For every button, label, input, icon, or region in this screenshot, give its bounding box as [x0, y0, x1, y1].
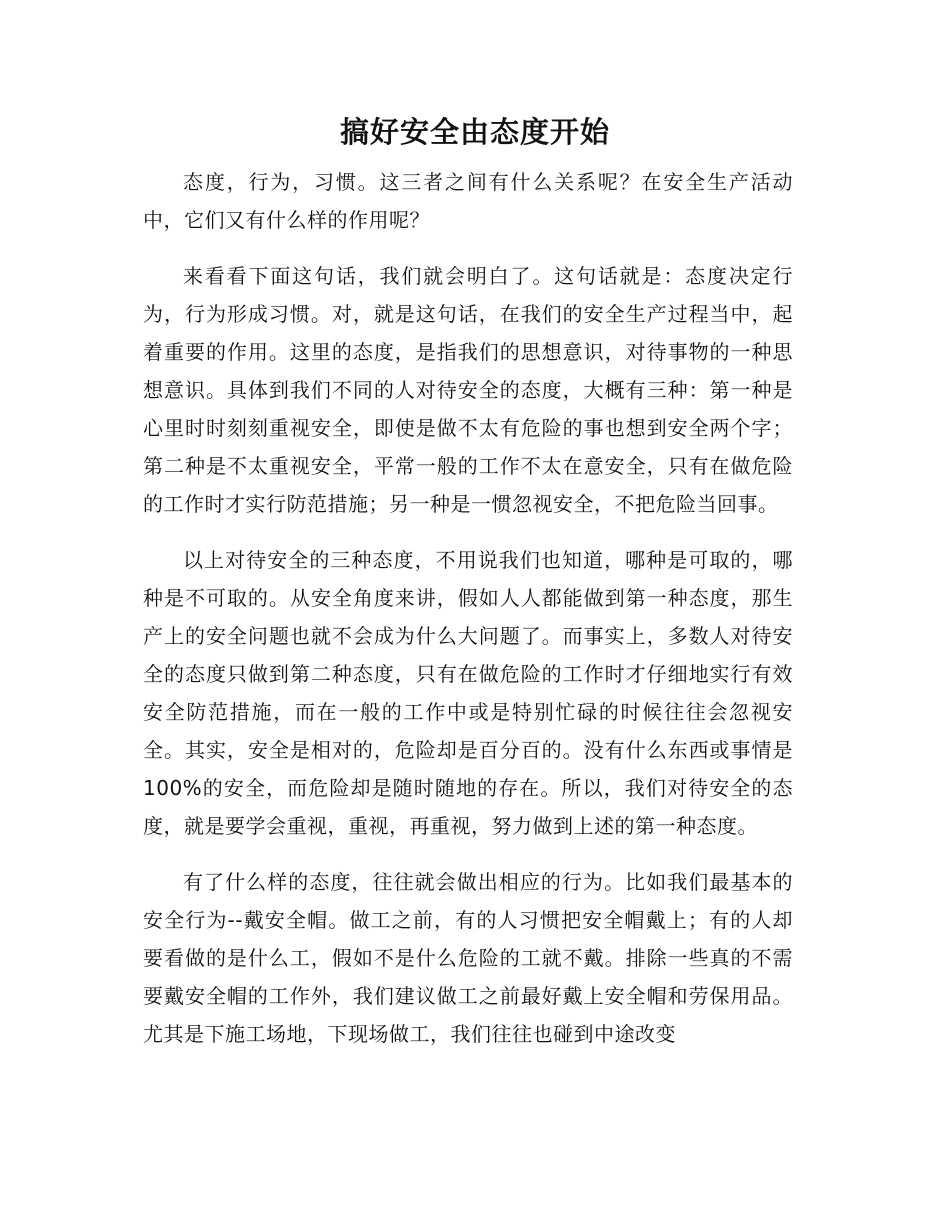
document-body	[143, 163, 793, 1071]
paragraph-2: 来看看下面这句话，我们就会明白了。这句话就是：态度决定行为，行为形成习惯。对，就是这句话，在我们的安全生产过程当中，起着重要的作用。这里的态度，是指我们的思想意识，对待事物的一种思想意识。具体到我们不同的人对待安全的态度，大概有三种：第一种是心里时时刻刻重视安全，即使是做不太有危险的事也想到安全两个字；第二种是不太重视安全，平常一般的工作不太在意安全，只有在做危险的工作时才实行防范措施；另一种是一惯忽视安全，不把危险当回事。	[143, 264, 793, 516]
paragraph-4: 有了什么样的态度，往往就会做出相应的行为。比如我们最基本的安全行为--戴安全帽。做工之前，有的人习惯把安全帽戴上；有的人却要看做的是什么工，假如不是什么危险的工就不戴。排除一些真的不需要戴安全帽的工作外，我们建议做工之前最好戴上安全帽和劳保用品。尤其是下施工场地，下现场做工，我们往往也碰到中途改变	[143, 870, 793, 1046]
paragraph-3: 以上对待安全的三种态度，不用说我们也知道，哪种是可取的，哪种是不可取的。从安全角度来讲，假如人人都能做到第一种态度，那生产上的安全问题也就不会成为什么大问题了。而事实上，多数人对待安全的态度只做到第二种态度，只有在做危险的工作时才仔细地实行有效安全防范措施，而在一般的工作中或是特别忙碌的时候往往会忽视安全。其实，安全是相对的，危险却是百分百的。没有什么东西或事情是100%的安全，而危险却是随时随地的存在。所以，我们对待安全的态度，就是要学会重视，重视，再重视，努力做到上述的第一种态度。	[143, 548, 793, 838]
paragraph-1: 态度，行为，习惯。这三者之间有什么关系呢？在安全生产活动中，它们又有什么样的作用呢？	[143, 170, 793, 232]
document-title: 搞好安全由态度开始	[339, 115, 610, 149]
